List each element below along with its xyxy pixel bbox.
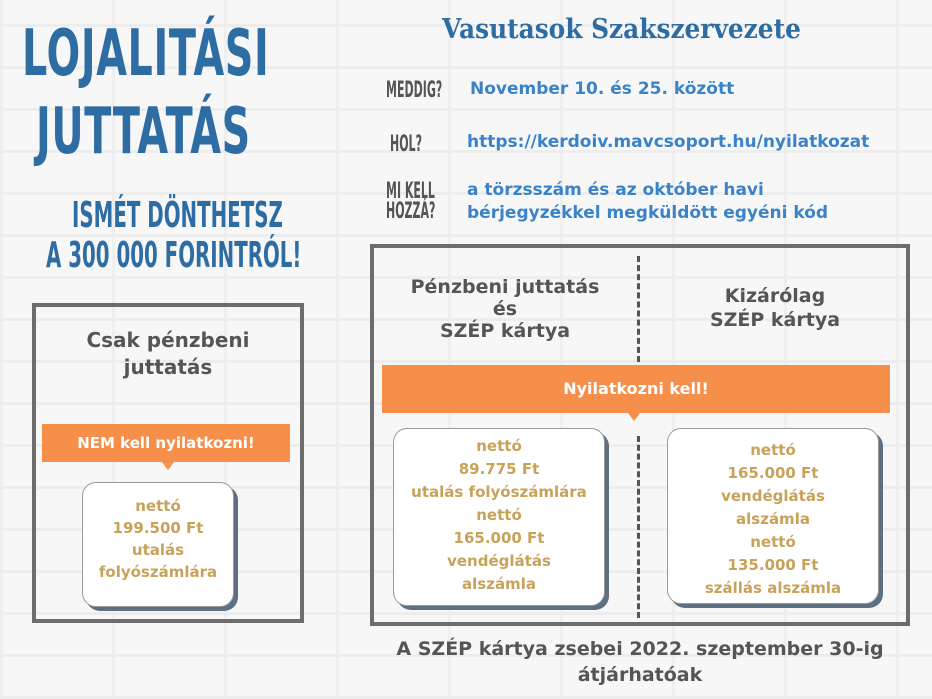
- card-line: nettó: [135, 497, 181, 515]
- banner-pointer: [162, 462, 174, 470]
- card-line: nettó: [476, 437, 522, 455]
- card-line: utalás: [131, 541, 185, 559]
- headline-line-2: JUTTATÁS: [36, 95, 251, 169]
- card-line: alszámla: [736, 510, 810, 528]
- detail-value-needed-2: bérjegyzékkel megküldött egyéni kód: [467, 203, 829, 223]
- footer-line: átjárhatóak: [577, 664, 703, 686]
- detail-value-needed-1: a törzsszám és az október havi: [467, 180, 764, 200]
- card-line: folyószámlára: [98, 563, 218, 581]
- detail-label-where: HOL?: [390, 132, 422, 157]
- detail-label-needed-1: MI KELL: [386, 179, 435, 204]
- subheadline-line-1: ISMÉT DÖNTHETSZ: [72, 195, 283, 236]
- heading-line: Pénzbeni juttatás: [410, 276, 600, 298]
- organization-title: Vasutasok Szakszervezete: [442, 14, 801, 45]
- footer-line: A SZÉP kártya zsebei 2022. szeptember 30-ig: [396, 638, 884, 660]
- option-szep-only-card: [667, 428, 879, 604]
- detail-value-until: November 10. és 25. között: [470, 79, 735, 99]
- card-amount: 199.500 Ft: [112, 519, 204, 537]
- detail-value-where-link[interactable]: https://kerdoiv.mavcsoport.hu/nyilatkozat: [467, 132, 870, 152]
- detail-label-until: MEDDIG?: [386, 78, 443, 103]
- no-declaration-banner: NEM kell nyilatkozni!: [42, 424, 290, 462]
- card-amount: 135.000 Ft: [727, 556, 819, 574]
- headline-line-1: LOJALITÁSI: [22, 17, 270, 91]
- detail-label-needed-2: HOZZÁ?: [386, 199, 436, 224]
- heading-line: Kizárólag: [724, 285, 826, 307]
- option-cash-only-heading: [36, 327, 300, 381]
- card-line: szállás alszámla: [704, 579, 842, 597]
- heading-line: juttatás: [123, 355, 213, 379]
- heading-line: SZÉP kártya: [709, 309, 841, 331]
- card-line: alszámla: [462, 575, 536, 593]
- heading-line: és: [492, 298, 518, 320]
- card-amount: 165.000 Ft: [727, 464, 819, 482]
- heading-line: SZÉP kártya: [439, 320, 571, 342]
- card-line: nettó: [750, 533, 796, 551]
- banner-pointer: [628, 413, 640, 421]
- declaration-required-banner: Nyilatkozni kell!: [382, 365, 890, 413]
- option-mixed-heading: [380, 276, 630, 342]
- option-cash-only-card: [82, 482, 234, 607]
- card-line: nettó: [476, 506, 522, 524]
- divider-bottom: [637, 436, 640, 618]
- subheadline-line-2: A 300 000 FORINTRÓL!: [46, 235, 302, 276]
- card-line: nettó: [750, 441, 796, 459]
- heading-line: Csak pénzbeni: [86, 328, 250, 352]
- card-line: vendéglátás: [721, 487, 825, 505]
- footer-note: [360, 636, 920, 688]
- card-amount: 89.775 Ft: [458, 460, 540, 478]
- option-mixed-card: [393, 428, 605, 606]
- option-szep-only-heading: [650, 284, 900, 332]
- card-amount: 165.000 Ft: [453, 529, 545, 547]
- divider-top: [637, 256, 640, 362]
- card-line: utalás folyószámlára: [411, 483, 587, 501]
- card-line: vendéglátás: [447, 552, 551, 570]
